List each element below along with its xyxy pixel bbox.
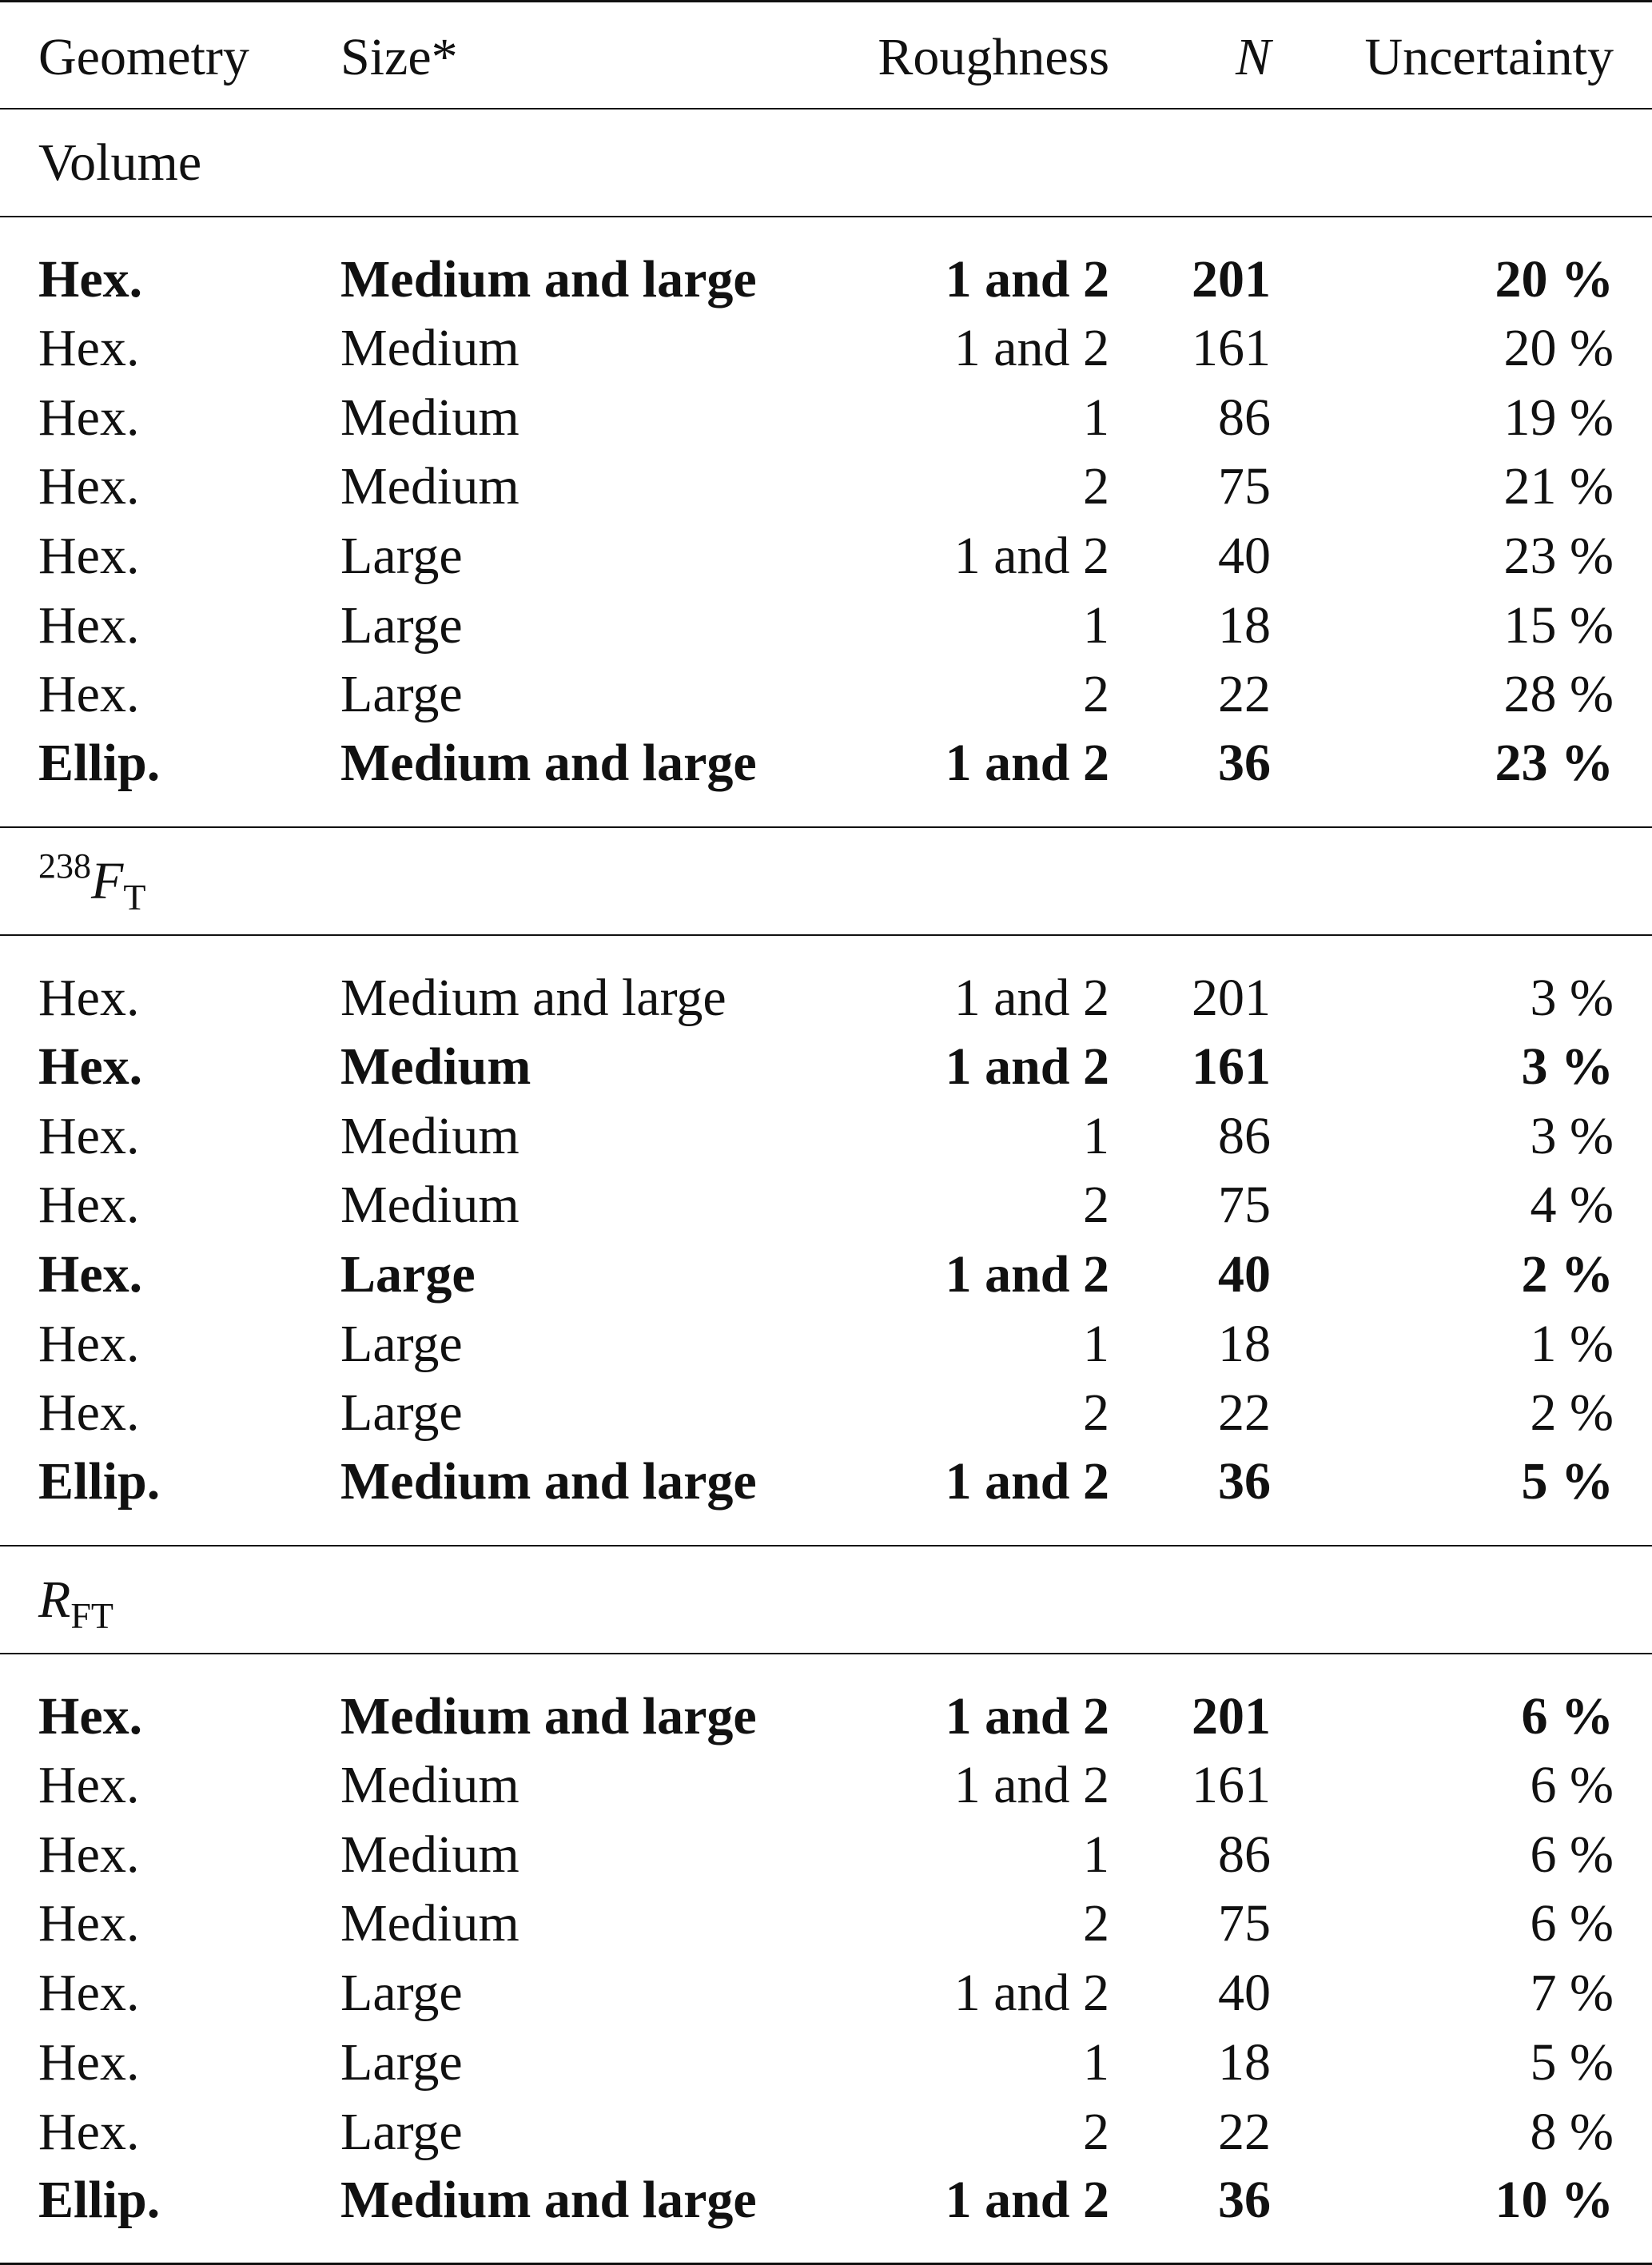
cell-roughness: 1 and 2 (953, 1756, 1109, 1815)
cell-geometry: Ellip. (0, 1448, 340, 1546)
cell-roughness: 1 (1083, 1314, 1109, 1373)
table-row (0, 217, 1652, 314)
cell-roughness: 1 and 2 (953, 318, 1109, 377)
section-label-subscript: FT (70, 1595, 114, 1637)
section-label-main: F (91, 852, 124, 911)
header-roughness: Roughness (783, 2, 1109, 109)
cell-roughness: 1 and 2 (783, 1448, 1109, 1546)
header-n: N (1109, 2, 1271, 109)
cell-size: Medium (340, 457, 519, 516)
cell-geometry: Hex. (38, 1245, 143, 1304)
header-geometry: Geometry (0, 2, 340, 109)
cell-n: 161 (1192, 1037, 1271, 1096)
cell-size: Medium (340, 1894, 519, 1953)
cell-n: 18 (1218, 2032, 1271, 2092)
cell-size: Large (340, 2102, 463, 2161)
section-label-row (0, 827, 1652, 935)
cell-geometry: Hex. (38, 388, 140, 447)
table-row (0, 1820, 1652, 1889)
section-label (0, 1546, 1652, 1654)
cell-size: Medium and large (340, 1448, 783, 1546)
cell-uncertainty: 1 % (1530, 1314, 1614, 1373)
cell-size: Medium and large (340, 730, 783, 827)
cell-size: Large (340, 1245, 476, 1304)
table-row (0, 314, 1652, 384)
cell-uncertainty: 23 % (1271, 730, 1652, 827)
section-label (0, 109, 1652, 217)
cell-uncertainty: 6 % (1530, 1825, 1614, 1884)
table-row (0, 1309, 1652, 1379)
cell-n: 75 (1218, 457, 1271, 516)
cell-geometry: Hex. (38, 1176, 140, 1235)
cell-uncertainty: 8 % (1530, 2102, 1614, 2161)
cell-n: 22 (1218, 1383, 1271, 1443)
table-row (0, 1654, 1652, 1751)
header-size: Size* (340, 2, 783, 109)
cell-roughness: 1 (1083, 1825, 1109, 1884)
cell-roughness: 1 (1083, 388, 1109, 447)
cell-n: 161 (1192, 318, 1271, 377)
cell-geometry: Hex. (38, 1964, 140, 2023)
cell-roughness: 1 (1083, 2032, 1109, 2092)
cell-uncertainty: 4 % (1530, 1176, 1614, 1235)
section-label-main: R (38, 1570, 71, 1630)
cell-geometry: Ellip. (0, 2167, 340, 2264)
cell-n: 75 (1218, 1176, 1271, 1235)
cell-geometry: Hex. (38, 595, 140, 655)
table-row (0, 522, 1652, 591)
cell-uncertainty: 10 % (1271, 2167, 1652, 2264)
cell-uncertainty: 6 % (1530, 1756, 1614, 1815)
table-row (0, 1751, 1652, 1821)
cell-size: Medium (340, 1037, 531, 1096)
section-label-subscript: T (123, 877, 146, 918)
cell-n: 36 (1109, 2167, 1271, 2264)
cell-size: Large (340, 665, 463, 724)
cell-size: Medium (340, 1756, 519, 1815)
cell-n: 40 (1218, 1245, 1271, 1304)
cell-n: 86 (1218, 388, 1271, 447)
cell-geometry: Hex. (38, 526, 140, 585)
cell-n: 22 (1218, 2102, 1271, 2161)
table-row (0, 1171, 1652, 1240)
cell-roughness: 1 and 2 (945, 1245, 1109, 1304)
table-body (0, 109, 1652, 2264)
cell-roughness: 2 (1083, 1894, 1109, 1953)
cell-n: 18 (1218, 1314, 1271, 1373)
cell-geometry: Hex. (38, 318, 140, 377)
cell-uncertainty: 3 % (1530, 1106, 1614, 1165)
cell-size: Large (340, 2032, 463, 2092)
table-row (0, 730, 1652, 827)
cell-roughness: 2 (1083, 457, 1109, 516)
cell-roughness: 2 (1083, 1383, 1109, 1443)
cell-uncertainty: 15 % (1503, 595, 1614, 655)
cell-geometry: Hex. (38, 1383, 140, 1443)
cell-roughness: 1 and 2 (945, 250, 1109, 309)
cell-geometry: Hex. (38, 1037, 143, 1096)
cell-n: 161 (1192, 1756, 1271, 1815)
header-row (0, 2, 1652, 109)
cell-geometry: Hex. (38, 1825, 140, 1884)
section-label-main: Volume (38, 133, 202, 192)
cell-geometry: Hex. (38, 2102, 140, 2161)
cell-n: 40 (1218, 1964, 1271, 2023)
cell-size: Large (340, 595, 463, 655)
cell-size: Medium and large (340, 969, 726, 1028)
table-row (0, 1101, 1652, 1171)
cell-geometry: Hex. (38, 250, 143, 309)
cell-roughness: 1 and 2 (783, 730, 1109, 827)
cell-uncertainty: 28 % (1503, 665, 1614, 724)
table-row (0, 1379, 1652, 1448)
table-row (0, 2097, 1652, 2167)
cell-uncertainty: 6 % (1530, 1894, 1614, 1953)
cell-size: Medium (340, 318, 519, 377)
cell-size: Medium (340, 388, 519, 447)
cell-n: 201 (1192, 1687, 1271, 1746)
cell-roughness: 1 and 2 (953, 969, 1109, 1028)
table-row (0, 1033, 1652, 1102)
header-uncertainty: Uncertainty (1271, 2, 1652, 109)
cell-size: Large (340, 526, 463, 585)
cell-roughness: 1 (1083, 595, 1109, 655)
cell-n: 201 (1192, 250, 1271, 309)
cell-geometry: Hex. (38, 2032, 140, 2092)
cell-geometry: Hex. (38, 457, 140, 516)
table-row (0, 660, 1652, 730)
cell-uncertainty: 3 % (1530, 969, 1614, 1028)
cell-uncertainty: 20 % (1503, 318, 1614, 377)
cell-size: Large (340, 1314, 463, 1373)
cell-roughness: 1 and 2 (783, 2167, 1109, 2264)
cell-uncertainty: 23 % (1503, 526, 1614, 585)
cell-size: Medium (340, 1825, 519, 1884)
cell-size: Medium and large (340, 2167, 783, 2264)
section-label-row (0, 109, 1652, 217)
cell-geometry: Hex. (38, 1106, 140, 1165)
section-label-row (0, 1546, 1652, 1654)
cell-uncertainty: 6 % (1521, 1687, 1614, 1746)
table-row (0, 452, 1652, 522)
section-label (0, 827, 1652, 935)
cell-n: 18 (1218, 595, 1271, 655)
cell-uncertainty: 2 % (1521, 1245, 1614, 1304)
cell-geometry: Hex. (38, 1894, 140, 1953)
cell-n: 86 (1218, 1106, 1271, 1165)
cell-uncertainty: 5 % (1530, 2032, 1614, 2092)
cell-size: Medium and large (340, 250, 757, 309)
cell-size: Medium (340, 1106, 519, 1165)
table-row (0, 2028, 1652, 2098)
cell-n: 36 (1109, 730, 1271, 827)
cell-roughness: 1 and 2 (953, 1964, 1109, 2023)
cell-geometry: Ellip. (0, 730, 340, 827)
cell-geometry: Hex. (38, 665, 140, 724)
cell-uncertainty: 19 % (1503, 388, 1614, 447)
cell-roughness: 1 and 2 (945, 1687, 1109, 1746)
cell-roughness: 2 (1083, 2102, 1109, 2161)
table-row (0, 935, 1652, 1033)
cell-uncertainty: 7 % (1530, 1964, 1614, 2023)
cell-uncertainty: 2 % (1530, 1383, 1614, 1443)
cell-geometry: Hex. (38, 1756, 140, 1815)
table-row (0, 1889, 1652, 1959)
cell-n: 36 (1109, 1448, 1271, 1546)
table-row (0, 1448, 1652, 1546)
table-row (0, 591, 1652, 660)
cell-n: 75 (1218, 1894, 1271, 1953)
cell-geometry: Hex. (38, 1314, 140, 1373)
cell-roughness: 1 and 2 (953, 526, 1109, 585)
cell-n: 86 (1218, 1825, 1271, 1884)
cell-roughness: 1 (1083, 1106, 1109, 1165)
cell-roughness: 2 (1083, 1176, 1109, 1235)
cell-roughness: 1 and 2 (945, 1037, 1109, 1096)
cell-n: 201 (1192, 969, 1271, 1028)
cell-size: Medium and large (340, 1687, 757, 1746)
table-row (0, 1959, 1652, 2028)
cell-uncertainty: 21 % (1503, 457, 1614, 516)
cell-geometry: Hex. (38, 969, 140, 1028)
table-row (0, 383, 1652, 452)
section-label-isotope: 238 (38, 846, 91, 886)
table-row (0, 1240, 1652, 1310)
cell-size: Large (340, 1383, 463, 1443)
cell-n: 40 (1218, 526, 1271, 585)
cell-size: Large (340, 1964, 463, 2023)
cell-roughness: 2 (1083, 665, 1109, 724)
cell-uncertainty: 20 % (1495, 250, 1614, 309)
cell-n: 22 (1218, 665, 1271, 724)
cell-size: Medium (340, 1176, 519, 1235)
cell-uncertainty: 5 % (1271, 1448, 1652, 1546)
cell-uncertainty: 3 % (1521, 1037, 1614, 1096)
cell-geometry: Hex. (38, 1687, 143, 1746)
